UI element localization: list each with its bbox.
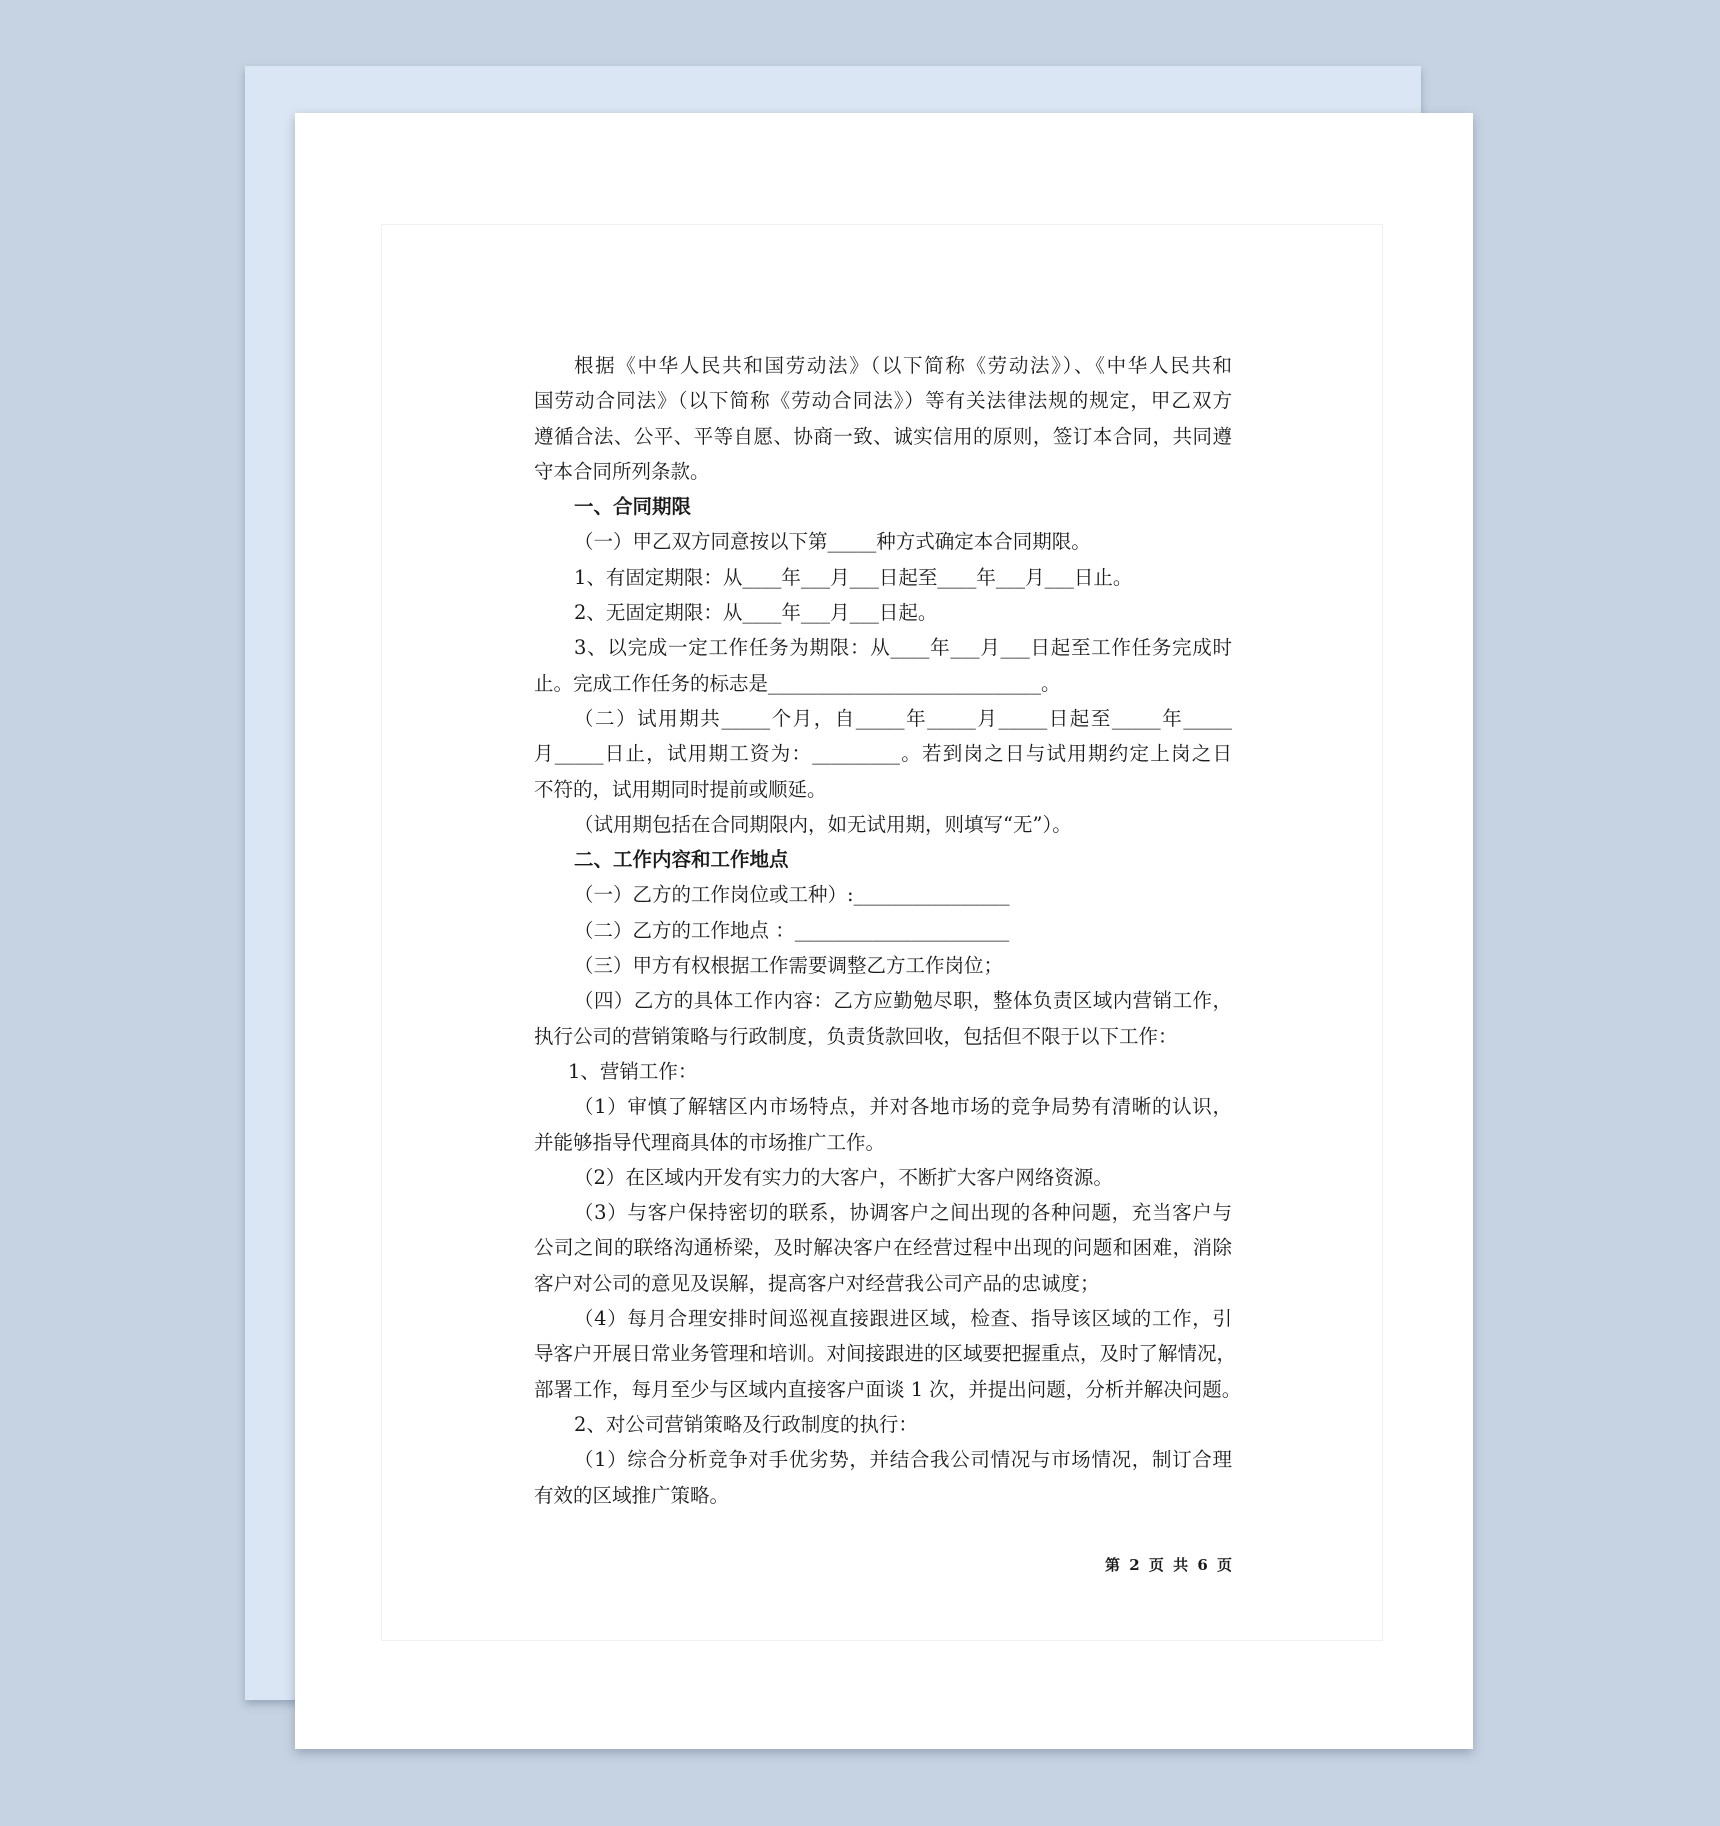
paragraph-line: （4）每月合理安排时间巡视直接跟进区域，检查、指导该区域的工作，引: [574, 1307, 1232, 1331]
paragraph-line: （1）综合分析竞争对手优劣势，并结合我公司情况与市场情况，制订合理: [574, 1448, 1232, 1472]
paragraph-line: 国劳动合同法》（以下简称《劳动合同法》）等有关法律法规的规定，甲乙双方: [534, 389, 1232, 413]
paragraph-line: （试用期包括在合同期限内，如无试用期，则填写“无”）。: [574, 812, 1072, 836]
paragraph-line: （二）乙方的工作地点 ：______________________: [574, 918, 1010, 942]
document-body: [534, 348, 1242, 1513]
paragraph-line: 客户对公司的意见及误解，提高客户对经营我公司产品的忠诚度；: [534, 1271, 1100, 1295]
section-heading: 二、工作内容和工作地点: [574, 848, 789, 872]
paragraph-line: 止。完成工作任务的标志是____________________________。: [534, 671, 1061, 695]
paragraph-line: 根据《中华人民共和国劳动法》（以下简称《劳动法》）、《中华人民共和: [574, 354, 1232, 377]
paragraph-line: 3、以完成一定工作任务为期限：从____年___月___日起至工作任务完成时: [574, 636, 1232, 660]
paragraph-line: 不符的，试用期同时提前或顺延。: [534, 777, 827, 801]
paragraph-line: （一）乙方的工作岗位或工种）:________________: [574, 883, 1010, 907]
paragraph-line: 守本合同所列条款。: [534, 459, 710, 483]
section-heading: 一、合同期限: [574, 495, 692, 519]
paragraph-line: 部署工作，每月至少与区域内直接客户面谈 1 次，并提出问题，分析并解决问题。: [534, 1377, 1242, 1401]
paragraph-line: （3）与客户保持密切的联系，协调客户之间出现的各种问题，充当客户与: [574, 1201, 1232, 1225]
paragraph-line: 并能够指导代理商具体的市场推广工作。: [534, 1130, 886, 1154]
paragraph-line: 月_____日止，试用期工资为：_________。若到岗之日与试用期约定上岗之日: [534, 742, 1232, 766]
paragraph-line: （二）试用期共_____个月，自_____年_____月_____日起至_____年_____: [574, 706, 1232, 730]
paragraph-line: 导客户开展日常业务管理和培训。对间接跟进的区域要把握重点，及时了解情况，: [534, 1342, 1237, 1366]
paragraph-line: （四）乙方的具体工作内容：乙方应勤勉尽职，整体负责区域内营销工作，: [574, 989, 1232, 1013]
page-footer-number: 第 2 页 共 6 页: [1105, 1556, 1232, 1574]
paragraph-line: （一）甲乙双方同意按以下第_____种方式确定本合同期限。: [574, 530, 1091, 554]
paragraph-line: 2、对公司营销策略及行政制度的执行：: [574, 1412, 918, 1436]
paragraph-line: 公司之间的联络沟通桥梁，及时解决客户在经营过程中出现的问题和困难，消除: [534, 1236, 1232, 1260]
paragraph-line: 有效的区域推广策略。: [534, 1483, 730, 1507]
paragraph-line: 1、营销工作：: [568, 1059, 698, 1083]
paragraph-line: （三）甲方有权根据工作需要调整乙方工作岗位；: [574, 954, 1004, 978]
paragraph-line: （1）审慎了解辖区内市场特点，并对各地市场的竞争局势有清晰的认识，: [574, 1095, 1232, 1119]
paragraph-line: 执行公司的营销策略与行政制度，负责货款回收，包括但不限于以下工作：: [534, 1024, 1178, 1048]
paragraph-line: 2、无固定期限：从____年___月___日起。: [574, 601, 938, 625]
paragraph-line: 1、有固定期限：从____年___月___日起至____年___月___日止。: [574, 565, 1133, 589]
paragraph-line: （2）在区域内开发有实力的大客户，不断扩大客户网络资源。: [574, 1165, 1113, 1189]
paragraph-line: 遵循合法、公平、平等自愿、协商一致、诚实信用的原则，签订本合同，共同遵: [534, 424, 1232, 448]
document-page: [295, 113, 1473, 1749]
